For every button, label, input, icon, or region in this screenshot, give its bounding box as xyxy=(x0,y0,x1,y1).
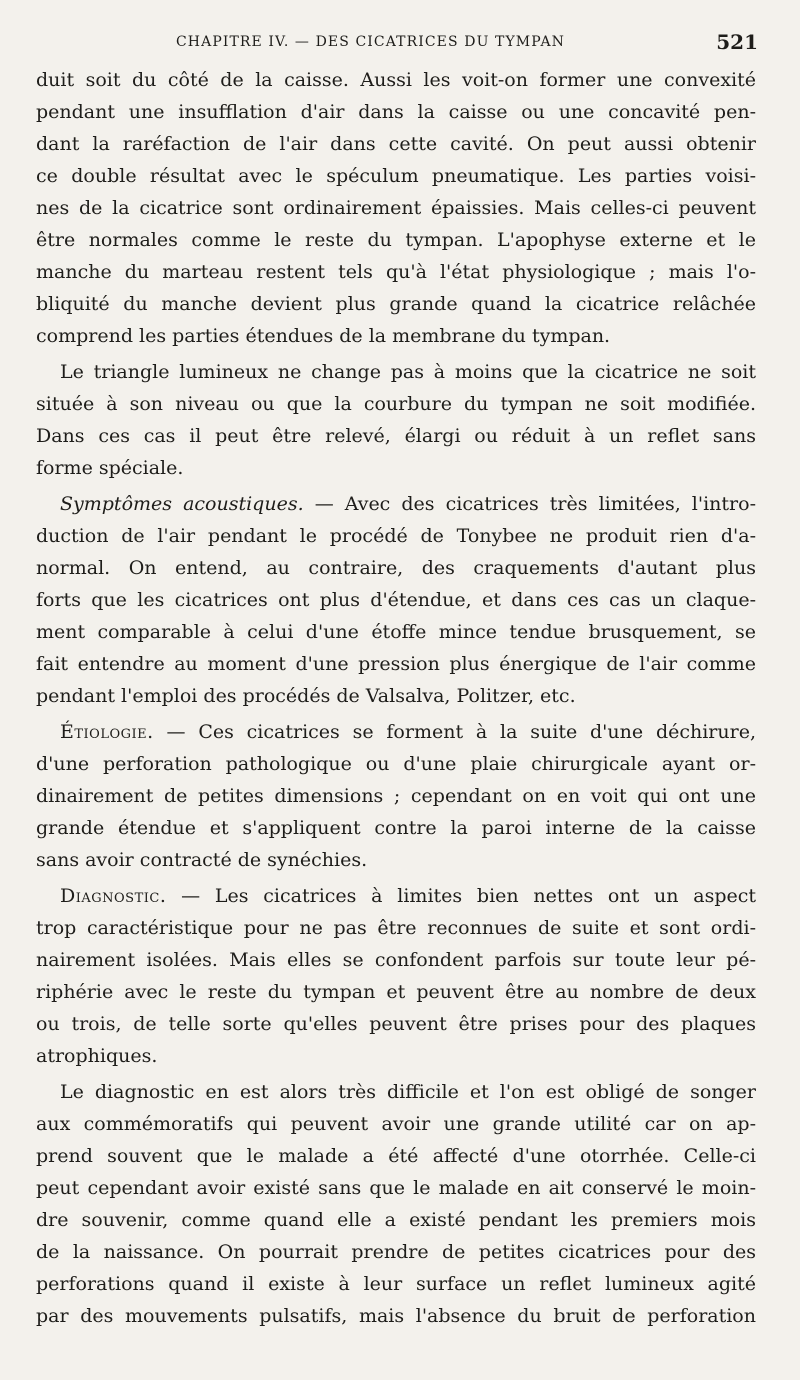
text-line: nes de la cicatrice sont ordinairement épaissies. Mais celles-ci peuvent xyxy=(36,197,756,219)
text-line: forts que les cicatrices ont plus d'étendue, et dans ces cas un claque- xyxy=(36,589,756,611)
paragraph-etiologie xyxy=(36,716,756,876)
text-line: aux commémoratifs qui peuvent avoir une grande utilité car on ap- xyxy=(36,1113,756,1135)
text-line: manche du marteau restent tels qu'à l'état physiologique ; mais l'o- xyxy=(36,261,756,283)
page-number: 521 xyxy=(716,30,758,54)
paragraph xyxy=(36,64,756,352)
text-line: d'une perforation pathologique ou d'une plaie chirurgicale ayant or- xyxy=(36,753,756,775)
text-line: grande étendue et s'appliquent contre la paroi interne de la caisse xyxy=(36,817,756,839)
text-line: normal. On entend, au contraire, des craquements d'autant plus xyxy=(36,557,756,579)
text-line: Le triangle lumineux ne change pas à moins que la cicatrice ne soit xyxy=(60,361,756,383)
text-line: peut cependant avoir existé sans que le malade en ait conservé le moin- xyxy=(36,1177,756,1199)
text-line: dant la raréfaction de l'air dans cette cavité. On peut aussi obtenir xyxy=(36,133,756,155)
paragraph xyxy=(36,356,756,484)
text-line: dinairement de petites dimensions ; cependant on en voit qui ont une xyxy=(36,785,756,807)
section-lead: Étiologie. xyxy=(60,721,154,743)
text-line: de la naissance. On pourrait prendre de petites cicatrices pour des xyxy=(36,1241,756,1263)
text-line: Dans ces cas il peut être relevé, élargi ou réduit à un reflet sans xyxy=(36,425,756,447)
text-line: riphérie avec le reste du tympan et peuvent être au nombre de deux xyxy=(36,981,756,1003)
text-run: — Ces cicatrices se forment à la suite d'une déchirure, xyxy=(153,721,756,743)
text-line: pendant une insufflation d'air dans la caisse ou une concavité pen- xyxy=(36,101,756,123)
text-line xyxy=(36,880,756,912)
text-line: trop caractéristique pour ne pas être reconnues de suite et sont ordi- xyxy=(36,917,756,939)
text-line: forme spéciale. xyxy=(36,457,184,479)
text-line: pendant l'emploi des procédés de Valsalva, Politzer, etc. xyxy=(36,685,576,707)
paragraph xyxy=(36,1076,756,1332)
paragraph-diagnostic xyxy=(36,880,756,1072)
text-line: être normales comme le reste du tympan. L'apophyse externe et le xyxy=(36,229,756,251)
text-line: située à son niveau ou que la courbure du tympan ne soit modifiée. xyxy=(36,393,756,415)
text-line xyxy=(36,716,756,748)
text-line: prend souvent que le malade a été affecté d'une otorrhée. Celle-ci xyxy=(36,1145,756,1167)
text-line: ou trois, de telle sorte qu'elles peuvent être prises pour des plaques xyxy=(36,1013,756,1035)
text-run: — Les cicatrices à limites bien nettes ont un aspect xyxy=(166,885,756,907)
text-line: perforations quand il existe à leur surface un reflet lumineux agité xyxy=(36,1273,756,1295)
text-line: ment comparable à celui d'une étoffe mince tendue brusquement, se xyxy=(36,621,756,643)
text-line: nairement isolées. Mais elles se confondent parfois sur toute leur pé- xyxy=(36,949,756,971)
section-lead: Symptômes acoustiques. xyxy=(60,493,304,515)
text-line: Le diagnostic en est alors très difficile et l'on est obligé de songer xyxy=(60,1081,756,1103)
text-line: atrophiques. xyxy=(36,1045,158,1067)
section-lead: Diagnostic. xyxy=(60,885,167,907)
text-line: par des mouvements pulsatifs, mais l'absence du bruit de perforation xyxy=(36,1305,756,1327)
text-line: duit soit du côté de la caisse. Aussi les voit-on former une convexité xyxy=(36,69,756,91)
text-line: ce double résultat avec le spéculum pneumatique. Les parties voisi- xyxy=(36,165,756,187)
running-head xyxy=(36,30,760,58)
text-line: comprend les parties étendues de la membrane du tympan. xyxy=(36,325,611,347)
text-line: fait entendre au moment d'une pression plus énergique de l'air comme xyxy=(36,653,756,675)
text-line: sans avoir contracté de synéchies. xyxy=(36,849,368,871)
body-text xyxy=(36,64,756,1332)
text-run: — Avec des cicatrices très limitées, l'intro- xyxy=(303,493,756,515)
paragraph-symptomes xyxy=(36,488,756,712)
text-line: bliquité du manche devient plus grande quand la cicatrice relâchée xyxy=(36,293,756,315)
text-line: duction de l'air pendant le procédé de Tonybee ne produit rien d'a- xyxy=(36,525,756,547)
text-line: dre souvenir, comme quand elle a existé pendant les premiers mois xyxy=(36,1209,756,1231)
running-title: CHAPITRE IV. — DES CICATRICES DU TYMPAN xyxy=(176,34,566,50)
text-line xyxy=(36,488,756,520)
